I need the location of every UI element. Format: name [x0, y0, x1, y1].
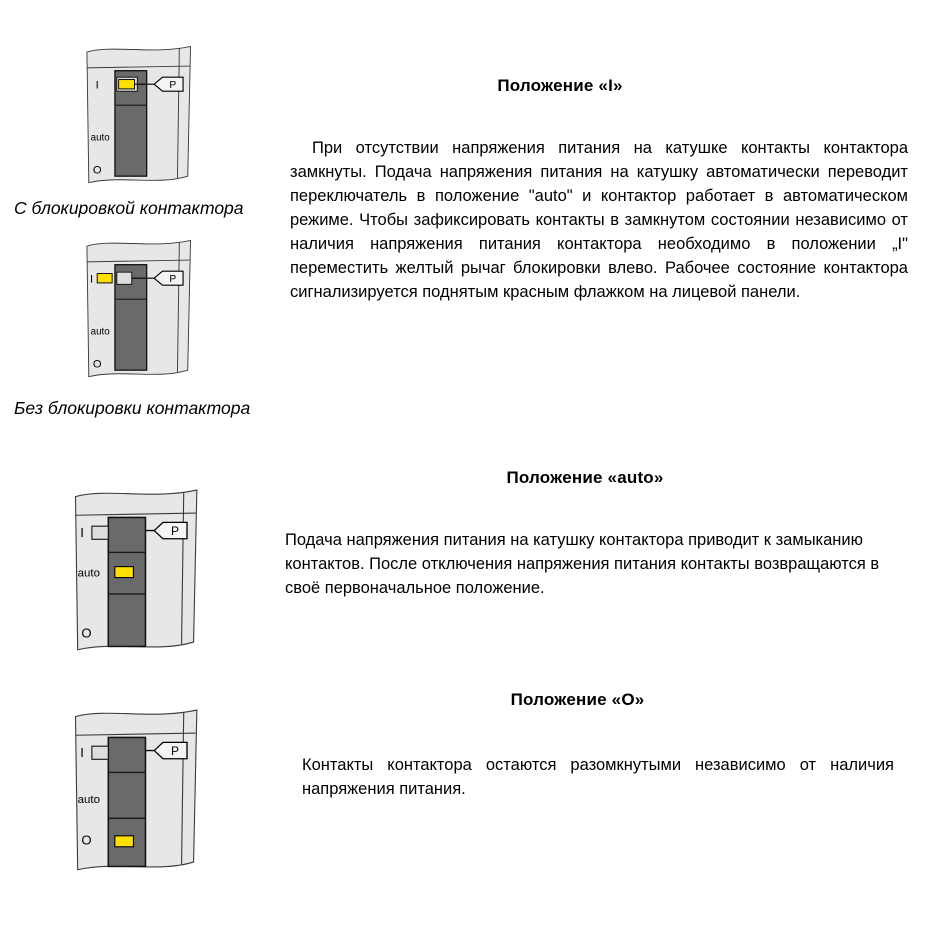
label-o: O [81, 625, 92, 641]
label-i: I [80, 745, 84, 761]
diagram-position-auto [58, 478, 222, 664]
lever-window [92, 526, 108, 539]
paragraph-position-auto: Подача напряжения питания на катушку контактора приводит к замыканию контактов. После отключения напряжения питания контакты возвращаются в своё первоначальное положение. [285, 531, 880, 597]
label-auto: auto [90, 326, 110, 338]
label-o: O [81, 832, 92, 848]
caption-without-lock: Без блокировки контактора [14, 398, 251, 418]
yellow-lock-lever [97, 274, 112, 283]
label-i: I [80, 525, 84, 541]
flag-label: P [169, 79, 177, 91]
flag-label: P [169, 273, 177, 285]
flag-label: P [170, 523, 179, 538]
label-o: O [92, 358, 102, 371]
label-auto: auto [77, 567, 101, 580]
label-o: O [92, 164, 102, 177]
paragraph-position-i: При отсутствии напряжения питания на катушке контакты контактора замкнуты. Подача напряжения питания на катушку автоматически переводит переключатель в положение "auto" и контактор работает в автоматическом режиме. Чтобы зафиксировать контакты в замкнутом состоянии независимо от наличия напряжения питания контактора необходимо в положении „I" переместить желтый рычаг блокировки влево. Рабочее состояние контактора сигнализируется поднятым красным флажком на лицевой панели. [290, 139, 908, 301]
heading-position-o: Положение «О» [510, 690, 645, 709]
label-i: I [90, 273, 94, 286]
lever-window [117, 272, 132, 284]
heading-position-auto: Положение «auto» [506, 468, 664, 487]
flag-label: P [170, 743, 179, 758]
heading-position-i: Положение «I» [497, 76, 623, 95]
yellow-lock-lever [115, 836, 134, 847]
lever-window [92, 746, 108, 759]
label-auto: auto [77, 794, 101, 807]
switch-block [108, 517, 145, 646]
yellow-lock-lever [115, 567, 134, 578]
diagram-position-o [58, 698, 222, 884]
diagram-position-i-unlocked [72, 230, 212, 389]
caption-with-lock: С блокировкой контактора [14, 198, 244, 218]
diagram-position-i-locked [72, 36, 212, 195]
paragraph-position-o: Контакты контактора остаются разомкнутыми независимо от наличия напряжения питания. [302, 756, 894, 798]
label-auto: auto [90, 132, 110, 144]
yellow-lock-lever [119, 80, 135, 89]
label-i: I [95, 79, 99, 92]
